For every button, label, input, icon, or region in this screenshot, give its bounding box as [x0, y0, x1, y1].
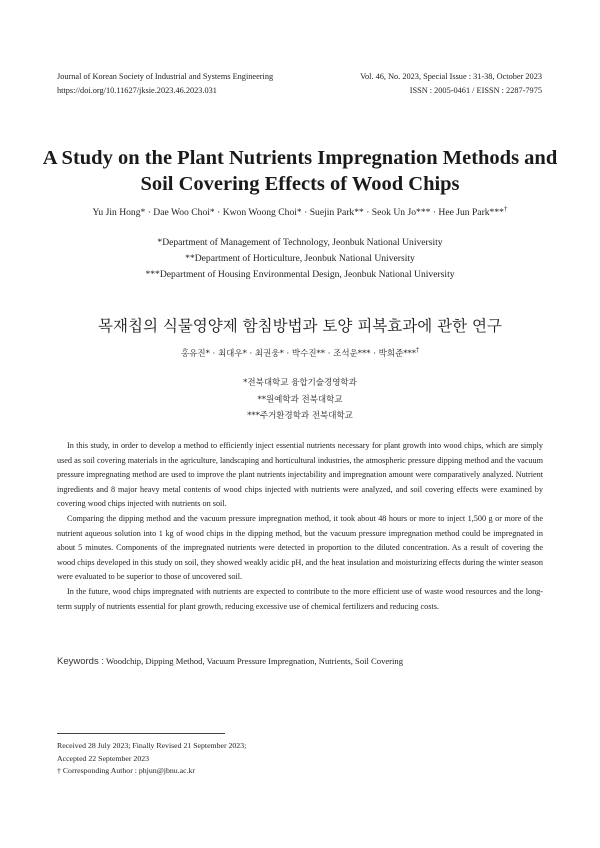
doi-link[interactable]: https://doi.org/10.11627/jksie.2023.46.2023.031: [57, 85, 217, 95]
abstract-paragraph-2: Comparing the dipping method and the vacuum pressure impregnation method, it took about 48 hours or more to inject 1,500 g or more of the nutrient aqueous solution into 1 kg of wood chips in the dipping method, but the vacuum pressure impregnation method could be impregnated in about 5 minutes. Components of the impregnated nutrients were detected in proportion to the diluted concentration. As a result of covering the wood chips developed in this study on soil, they showed weakly acidic pH, and the heat insulation and moisturizing effects during the winter season were evaluated to be superior to those of uncovered soil.: [57, 513, 543, 582]
corresponding-dagger: †: [503, 205, 508, 213]
korean-author-list: [40, 347, 560, 359]
korean-affiliation-2: **원예학과 전북대학교: [257, 394, 343, 405]
footnote-divider: [57, 733, 225, 734]
author-names: Yu Jin Hong* · Dae Woo Choi* · Kwon Woong Choi* · Suejin Park** · Seok Un Jo*** · Hee Jun Park***: [92, 207, 504, 219]
received-date: Received 28 July 2023; Finally Revised 21 September 2023;: [57, 741, 247, 750]
running-header-left: [57, 70, 273, 97]
abstract: [57, 439, 543, 614]
korean-corresponding-dagger: †: [416, 347, 420, 355]
corresponding-author: † Corresponding Author : phjun@jbnu.ac.kr: [57, 766, 195, 775]
keywords: [57, 656, 543, 667]
korean-author-names: 홍유진* · 최대우* · 최권웅* · 박수진** · 조석운*** · 박희준***: [180, 349, 417, 359]
abstract-paragraph-1: In this study, in order to develop a method to efficiently inject essential nutrients necessary for plant growth into wood chips, which are simply used as soil covering materials in the agriculture, landscaping and horticultural industries, the atmospheric pressure dipping method and the vacuum pressure impregnating method are used to improve the plant nutrients injectability and impregnation amount were comparatively analyzed. Nutrient ingredients and 8 major heavy metal contents of wood chips injected with nutrients were analyzed, and soil covering effects were examined by covering wood chips injected with nutrients on soil.: [57, 441, 543, 509]
affiliation-3: ***Department of Housing Environmental Design, Jeonbuk National University: [145, 269, 455, 280]
accepted-date: Accepted 22 September 2023: [57, 753, 150, 763]
keywords-label: Keywords :: [57, 656, 104, 667]
paper-title-line-1: A Study on the Plant Nutrients Impregnation Methods and: [42, 147, 558, 169]
korean-title: 목재칩의 식물영양제 함침방법과 토양 피복효과에 관한 연구: [98, 317, 502, 335]
korean-affiliation-3: ***주거환경학과 전북대학교: [247, 411, 353, 421]
running-header-right: [360, 70, 542, 97]
korean-affiliation-1: *전북대학교 융합기술경영학과: [243, 378, 357, 388]
volume-info: Vol. 46, No. 2023, Special Issue : 31-38, October 2023: [360, 72, 542, 81]
affiliation-list: [40, 235, 560, 283]
affiliation-2: **Department of Horticulture, Jeonbuk National University: [185, 253, 415, 264]
footnotes: [57, 740, 246, 778]
paper-title-line-2: Soil Covering Effects of Wood Chips: [140, 173, 460, 195]
author-list: [40, 205, 560, 218]
affiliation-1: *Department of Management of Technology, Jeonbuk National University: [157, 237, 443, 248]
journal-name: Journal of Korean Society of Industrial and Systems Engineering: [57, 72, 274, 81]
issn-info: ISSN : 2005-0461 / EISSN : 2287-7975: [409, 85, 542, 95]
keywords-text: Woodchip, Dipping Method, Vacuum Pressure Impregnation, Nutrients, Soil Covering: [106, 656, 404, 666]
paper-title: [40, 145, 560, 197]
korean-affiliation-list: [40, 375, 560, 425]
abstract-paragraph-3: In the future, wood chips impregnated with nutrients are expected to contribute to the more efficient use of waste wood resources and the long-term supply of nutrients essential for plant growth, reducing excessive use of chemical fertilizers and reducing costs.: [57, 586, 543, 611]
